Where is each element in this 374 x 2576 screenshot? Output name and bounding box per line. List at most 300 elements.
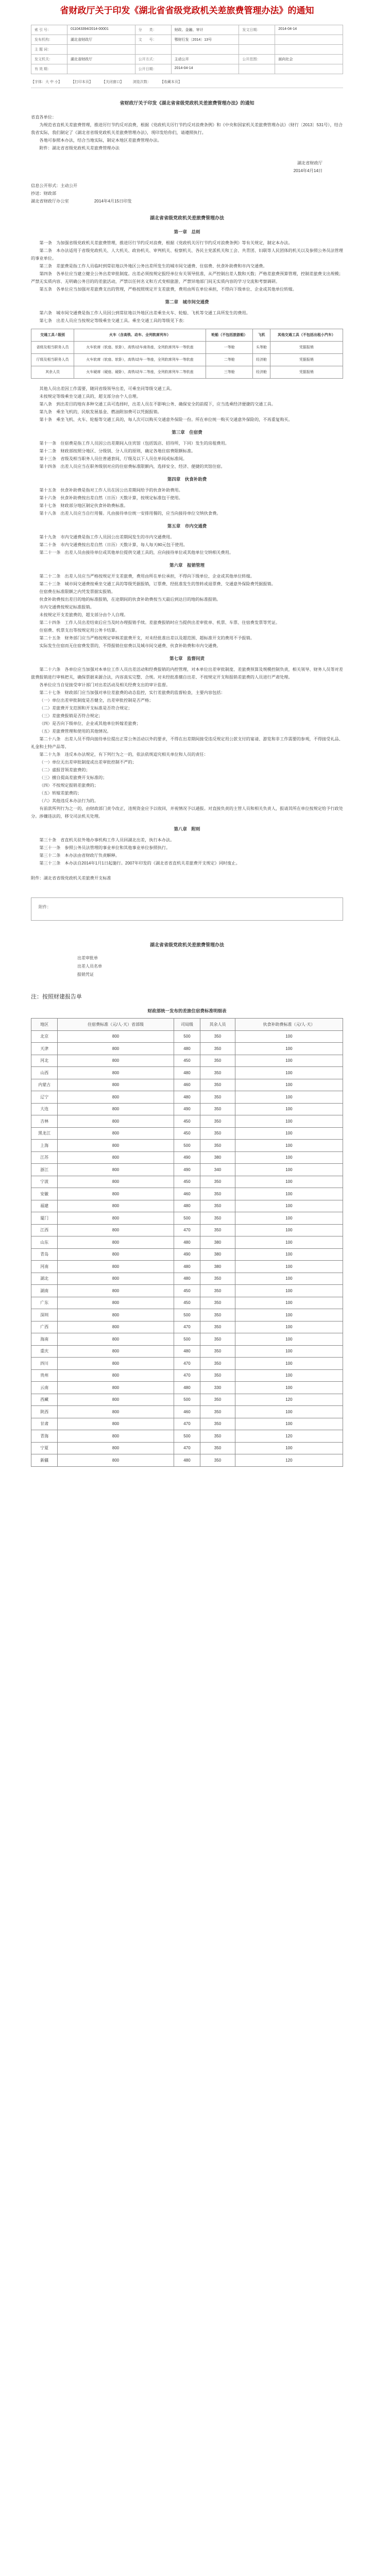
table-cell: 470 [174,1418,200,1430]
paragraph: 附件：湖北省省级党政机关差旅费管理办法 [39,146,120,150]
table-header: 轮船（不包括旅游船） [206,329,252,342]
paragraph: 各地可参照本办法，结合当地实际，制定本地区差旅费管理办法。 [39,138,162,143]
meta-label: 有 效 期： [31,64,67,74]
table-cell: 100 [235,1382,343,1394]
table-cell: 350 [200,1127,235,1140]
paragraph: 第二十条 市内交通费按出差自然（日历）天数计算，每人每天80元包干使用。 [39,543,188,547]
table-cell: 350 [200,1067,235,1079]
table-cell: 800 [58,1115,174,1128]
table-cell: 380 [200,1248,235,1261]
table-cell: 380 [200,1151,235,1164]
chapter-title: 第七章 监督问责 [169,656,205,661]
chapter-title: 第八章 附则 [174,826,200,832]
spacer [31,867,343,874]
attachment-box-label: 附件： [39,905,51,909]
table-cell: 100 [235,1309,343,1321]
table-cell: 100 [235,1103,343,1115]
table-cell: 800 [58,1418,174,1430]
table-row [31,342,343,354]
table-cell: 天津 [31,1043,58,1055]
meta-label: 分 类： [135,25,172,35]
cc-line: 信息公开形式：主动公开 [31,183,78,188]
table-row [31,1188,343,1200]
table-cell: 460 [174,1079,200,1091]
table-cell: 450 [174,1115,200,1128]
meta-row [31,35,343,45]
paragraph: 未按规定开支差旅费的，超支部分由个人自理。 [39,613,128,617]
table-cell: 450 [174,1297,200,1309]
table-cell: 460 [174,1406,200,1418]
table-row [31,1030,343,1043]
table-cell: 800 [58,1321,174,1333]
table-row [31,1418,343,1430]
table-cell: 800 [58,1103,174,1115]
table-row [31,1321,343,1333]
table-row [31,1382,343,1394]
meta-label: 索 引 号： [31,25,67,35]
chapter-title: 第四章 伙食补助费 [167,477,207,482]
table-cell: 380 [200,1236,235,1249]
table-cell: 800 [58,1188,174,1200]
table-cell: 800 [58,1164,174,1176]
table-cell: 480 [174,1091,200,1104]
table-cell: 100 [235,1200,343,1212]
table-cell: 福建 [31,1200,58,1212]
paragraph: 第十三条 省级及相当职务人员住普通套间，厅级及以下人员住单间或标准间。 [39,456,187,461]
measures-body [31,228,343,882]
table-row [31,1140,343,1152]
table-header: 交通工具 / 级别 [31,329,74,342]
table-cell: 470 [174,1442,200,1454]
paragraph: 第二十七条 财政部门应当加强对单位差旅费的动态监控，实行差旅费的监督检查，主要内容包括： [39,690,225,695]
table-cell: 100 [235,1321,343,1333]
attachment-item: 出差审批单 [77,956,98,960]
table-row [31,1200,343,1212]
meta-row [31,55,343,64]
table-cell: 470 [174,1358,200,1370]
table-cell: 大连 [31,1103,58,1115]
table-cell: 100 [235,1043,343,1055]
table-row [31,1067,343,1079]
table-cell: 500 [174,1394,200,1406]
meta-value [67,45,135,55]
table-cell: 100 [235,1406,343,1418]
paragraph: 第二十四条 工作人员出差结束后应当及时办理报销手续。差旅费报销时应当提供出差审批单、机票、车票、住宿费发票等凭证。 [39,620,280,625]
table-cell: 330 [200,1382,235,1394]
meta-value: 面向社会 [275,55,343,64]
chapter-title: 第三章 住宿费 [172,430,202,435]
table-cell: 800 [58,1079,174,1091]
measures-title: 湖北省省级党政机关差旅费管理办法 [149,215,224,221]
table-cell: 凭据报销 [270,354,343,366]
table-cell: 800 [58,1430,174,1443]
meta-label: 发文机关： [31,55,67,64]
table-cell: 800 [58,1333,174,1346]
table-cell: 490 [174,1248,200,1261]
table-cell: 河南 [31,1261,58,1273]
paragraph: 第十六条 伙食补助费按出差自然（日历）天数计算，按规定标准包干使用。 [39,496,183,500]
paragraph: 第二十六条 各单位应当加强对本单位工作人员出差活动和经费报销的内控管理，对本单位出差审批制度、差旅费预算及规模控制负责，相关领导、财务人员等对差旅费报销进行审核把关，确保票据来源合法，内容真实完整、合规。对未经批准擅自出差、不按规定开支和报销差旅费的人员进行严肃处理。 [31,667,343,680]
table-row [31,1406,343,1418]
chapter-title: 第二章 城市间交通费 [165,299,209,304]
table-cell: 贵州 [31,1369,58,1382]
table-row [31,1345,343,1358]
table-cell: 490 [174,1164,200,1176]
table-cell: 800 [58,1358,174,1370]
table-row [31,1333,343,1346]
standards-table [31,1018,343,1467]
paragraph: 第二十二条 出差人员应当严格按规定开支差旅费，费用由所在单位承担，不得向下级单位、企业或其他单位转嫁。 [39,574,254,579]
table-header: 地区 [31,1019,58,1031]
table-cell: 100 [235,1261,343,1273]
table-header: 其他交通工具（不包括出租小汽车） [270,329,343,342]
table-row [31,1091,343,1104]
table-cell: 350 [200,1369,235,1382]
table-cell: 江苏 [31,1151,58,1164]
table-cell: 350 [200,1309,235,1321]
page-title: 省财政厅关于印发《湖北省省级党政机关差旅费管理办法》的通知 [60,6,314,15]
table-cell: 450 [174,1055,200,1067]
attachment-box [31,897,343,921]
table-row [31,1055,343,1067]
table-cell: 350 [200,1430,235,1443]
transport-table [31,329,343,379]
table-row [31,1224,343,1236]
table-cell: 500 [174,1309,200,1321]
table-cell: 350 [200,1297,235,1309]
table-cell: 800 [58,1454,174,1467]
table-cell: 800 [58,1212,174,1225]
paragraph: 第三十条 省直机关驻外地办事机构工作人员回湖北出差，执行本办法。 [39,838,175,842]
table-cell: 480 [174,1345,200,1358]
table-cell: 100 [235,1369,343,1382]
meta-row [31,45,343,55]
table-cell: 100 [235,1418,343,1430]
paragraph: （一）单位出差审批制度是否健全，出差审批控制是否严格； [39,698,154,703]
table-cell: 480 [174,1261,200,1273]
paragraph: 第二十八条 出差人员不得向接待单位提出正常公务活动以外的要求，不得在出差期间接受违反规定用公款支付的宴请、游览和非工作需要的参观，不得接受礼品、礼金和土特产品等。 [31,737,343,749]
table-row [31,1079,343,1091]
table-cell: 100 [235,1115,343,1128]
meta-label: 发布机构： [31,35,67,45]
table-cell: 100 [235,1236,343,1249]
table-cell: 350 [200,1176,235,1188]
table-header: 飞机 [253,329,270,342]
table-cell: 480 [174,1382,200,1394]
table-cell: 800 [58,1236,174,1249]
meta-value: 鄂财行发〔2014〕13号 [172,35,240,45]
table-row [31,1261,343,1273]
table-cell: 350 [200,1188,235,1200]
paragraph: 住宿费、机票支出等按规定用公务卡结算。 [39,628,120,633]
table-row [31,1236,343,1249]
table-cell: 490 [174,1103,200,1115]
table-cell: 480 [174,1067,200,1079]
table-cell: 湖南 [31,1285,58,1297]
table-cell: 120 [235,1454,343,1467]
standards-table-title: 财政部统一发布的差旅住宿费标准明细表 [147,1008,227,1013]
table-cell: 青海 [31,1430,58,1443]
paragraph: 第十五条 伙食补助费是指对工作人员在因公出差期间给予的伙食补助费用。 [39,488,183,493]
table-row [31,1127,343,1140]
table-cell: 甘肃 [31,1418,58,1430]
table-cell: 100 [235,1248,343,1261]
table-row [31,1212,343,1225]
table-row [31,1369,343,1382]
toolbar [31,79,343,88]
table-cell: 480 [174,1236,200,1249]
table-cell: 470 [174,1369,200,1382]
paragraph: 第三十一条 参照公务员法管理的事业单位和其他事业单位参照执行。 [39,845,171,850]
meta-label [239,35,275,45]
table-cell: 350 [200,1091,235,1104]
table-cell: 350 [200,1454,235,1467]
table-header: 司局级 [174,1019,200,1031]
table-cell: 凭据报销 [270,342,343,354]
table-cell: 山东 [31,1236,58,1249]
sign-date: 2014年4月14日 [293,168,322,173]
paragraph: 为规范省直机关差旅费管理，推进厉行节约反对浪费，根据《党政机关厉行节约反对浪费条例》和《中央和国家机关差旅费管理办法》（财行〔2013〕531号），结合我省实际，我们制定了《湖北省省级党政机关差旅费管理办法》，现印发给你们，请遵照执行。 [31,123,343,135]
paragraph: 第九条 乘坐飞机的，民航发展基金、燃油附加费可以凭据报销。 [39,410,162,414]
paragraph: （五）转嫁差旅费的； [39,791,82,795]
meta-value [275,64,343,74]
table-cell: 深圳 [31,1309,58,1321]
table-cell: 350 [200,1333,235,1346]
table-cell: 800 [58,1127,174,1140]
table-cell: 350 [200,1345,235,1358]
paragraph: 第二十一条 出差人员由接待单位或其他单位提供交通工具的，应向接待单位或其他单位交纳相关费用。 [39,550,234,555]
table-cell: 470 [174,1321,200,1333]
table-cell: 河北 [31,1055,58,1067]
table-cell: 350 [200,1321,235,1333]
chapter-title: 第五章 市内交通费 [167,523,207,529]
table-cell: 重庆 [31,1345,58,1358]
table-cell: 火车软席（软座、软卧），高铁/动车一等座，全列软席列车一等软座 [74,354,206,366]
table-cell: 500 [174,1030,200,1043]
table-cell: 宁夏 [31,1442,58,1454]
chapter-title: 第一章 总则 [174,229,200,234]
paragraph: 第五条 各单位应当加强对差旅费支出的管理，严格按照规定开支差旅费，费用由所在单位承担，不得向下级单位、企业或其他单位转嫁。 [39,287,297,292]
table-cell: 380 [200,1261,235,1273]
table-cell: 100 [235,1030,343,1043]
table-cell: 100 [235,1345,343,1358]
table-cell: 黑龙江 [31,1127,58,1140]
meta-label [239,45,275,55]
paragraph: 各单位应当自觉接受审计部门对出差活动及相关经费支出的审计监督。 [39,683,171,687]
table-cell: 800 [58,1382,174,1394]
meta-value [67,64,135,74]
meta-label: 公开日期： [135,64,172,74]
table-row [31,366,343,379]
table-cell: 480 [174,1273,200,1285]
paragraph: 其他人员出差因工作需要，随同省级领导出差，可乘坐同等级交通工具。 [39,386,175,391]
table-cell: 江西 [31,1224,58,1236]
toolbar-link[interactable]: 【字体：大 中 小】 [31,80,62,84]
meta-label [239,64,275,74]
table-cell: 浙江 [31,1164,58,1176]
paragraph: 第二十三条 城市间交通费按乘坐交通工具的等级凭据报销，订票费、经批准发生的签转或退票费、交通意外保险费凭据报销。 [39,582,276,586]
table-cell: 800 [58,1406,174,1418]
attachment-item: 出差人员名单 [77,964,102,969]
paragraph: 第十条 乘坐飞机、火车、轮船等交通工具的，每人次可以购买交通意外保险一份。所在单位统一购买交通意外保险的，不再重复购买。 [39,417,293,422]
table-cell: 省级及相当职务人员 [31,342,74,354]
toolbar-link[interactable]: 浏览次数： [132,80,151,84]
paragraph: 第八条 到出差目的地有多种交通工具可选择时，出差人员在不影响公务、确保安全的前提下，应当选乘经济便捷的交通工具。 [39,402,276,406]
table-cell: 350 [200,1285,235,1297]
table-cell: 350 [200,1030,235,1043]
paragraph: 实际发生住宿而无住宿费发票的，不得报销住宿费以及城市间交通费、伙食补助费和市内交通费。 [39,643,221,648]
table-cell: 100 [235,1224,343,1236]
paragraph: 第十四条 出差人员应当在职务级别对应的住宿费标准限额内，选择安全、经济、便捷的宾馆住宿。 [39,464,225,469]
table-cell: 陕西 [31,1406,58,1418]
table-cell: 450 [174,1176,200,1188]
table-cell: 480 [174,1043,200,1055]
table-cell: 460 [174,1188,200,1200]
table-cell: 480 [174,1454,200,1467]
attachment2-heading: 注：按照财建报告单 [31,994,82,1000]
table-cell: 350 [200,1273,235,1285]
table-row [31,1297,343,1309]
paragraph: 第七条 出差人员应当按规定等级乘坐交通工具。乘坐交通工具的等级见下表： [39,318,187,323]
table-row [31,1430,343,1443]
meta-label: 发文日期： [239,25,275,35]
meta-label: 公开范围： [239,55,275,64]
attachment1-title: 湖北省省级党政机关差旅费管理办法 [149,942,224,947]
table-cell: 120 [235,1430,343,1443]
table-cell: 350 [200,1224,235,1236]
table-cell: 800 [58,1394,174,1406]
table-cell: 800 [58,1273,174,1285]
table-row [31,1151,343,1164]
cc-line: 湖北省财政厅办公室 2014年4月15日印发 [31,199,132,204]
table-cell: 上海 [31,1140,58,1152]
paragraph: 有前款所列行为之一的，由财政部门责令改正，违规资金应予以收回，并视情况予以通报。对直接负责的主管人员和相关负责人，报请其所在单位按规定给予行政处分。涉嫌违法的，移交司法机关处理。 [31,806,343,819]
table-cell: 新疆 [31,1454,58,1467]
table-cell: 一等舱 [206,342,252,354]
table-cell: 凭据报销 [270,366,343,379]
table-row [31,1164,343,1176]
table-cell: 吉林 [31,1115,58,1128]
paragraph: 第三条 差旅费是指工作人员临时到常驻地以外地区公务出差所发生的城市间交通费、住宿费、伙食补助费和市内交通费。 [39,264,267,268]
recipient: 省直各单位： [31,115,57,120]
paragraph: （二）虚报冒领差旅费的； [39,768,90,772]
toolbar-link[interactable]: 【关闭窗口】 [101,80,124,84]
table-cell: 100 [235,1333,343,1346]
table-cell: 340 [200,1164,235,1176]
table-cell: 100 [235,1358,343,1370]
table-cell: 350 [200,1200,235,1212]
table-cell: 350 [200,1406,235,1418]
table-cell: 100 [235,1273,343,1285]
table-cell: 海南 [31,1333,58,1346]
table-cell: 100 [235,1140,343,1152]
paragraph: （一）单位无出差审批制度或出差审批控制不严的； [39,760,137,765]
table-cell: 490 [174,1151,200,1164]
table-cell: 西藏 [31,1394,58,1406]
table-cell: 350 [200,1140,235,1152]
table-cell: 经济舱 [253,354,270,366]
table-cell: 800 [58,1297,174,1309]
table-row [31,1442,343,1454]
table-cell: 500 [174,1333,200,1346]
table-cell: 三等舱 [206,366,252,379]
table-cell: 800 [58,1067,174,1079]
table-cell: 内蒙古 [31,1079,58,1091]
paragraph: 第二十五条 财务部门应当严格按规定审核差旅费开支，对未经批准出差以及超范围、超标准开支的费用不予报销。 [39,636,254,640]
table-row [31,1103,343,1115]
paragraph: （五）差旅费管理和使用的其他情况。 [39,729,111,734]
paragraph: （四）是否向下级单位、企业或其他单位转嫁差旅费； [39,721,141,726]
table-row [31,1273,343,1285]
paragraph: （六）其他违反本办法行为的。 [39,799,99,803]
table-row [31,1285,343,1297]
meta-value [275,45,343,55]
table-cell: 100 [235,1188,343,1200]
table-row [31,1115,343,1128]
paragraph: 第三十三条 本办法自2014年1月1日起施行。2007年印发的《湖北省省直机关差旅费开支规定》同时废止。 [39,861,240,866]
table-cell: 湖北 [31,1273,58,1285]
paragraph: 第二十九条 违反本办法规定，有下列行为之一的，依法依规追究相关单位和人员的责任： [39,752,208,757]
toolbar-link[interactable]: 【收藏本页】 [160,80,182,84]
paragraph: （三）擅自提高差旅费开支标准的； [39,775,107,780]
table-row [31,1454,343,1467]
table-cell: 350 [200,1442,235,1454]
paragraph: 第十八条 出差人员应当自行用餐。凡由接待单位统一安排用餐的，应当向接待单位交纳伙食费。 [39,511,221,516]
table-cell: 头等舱 [253,342,270,354]
table-cell: 二等舱 [206,354,252,366]
signer: 湖北省财政厅 [297,161,322,165]
table-header: 其余人员 [200,1019,235,1031]
table-cell: 四川 [31,1358,58,1370]
table-row [31,1176,343,1188]
paragraph: 第四条 各单位应当建立健全公务出差审批制度。出差必须按规定报经单位有关领导批准，从严控制出差人数和天数；严格差旅费预算管理，控制差旅费支出规模；严禁无实质内容、无明确公务目的的差旅活动，严禁以任何名义和方式变相旅游，严禁异地部门间无实质内容的学习交流和考察调研。 [31,272,343,284]
meta-value: 011043394/2014-00001 [67,25,135,35]
table-header: 住宿费标准（元/人·天）省部级 [58,1019,174,1031]
table-cell: 800 [58,1369,174,1382]
table-cell: 350 [200,1394,235,1406]
paragraph: 第三十二条 本办法由省财政厅负责解释。 [39,853,120,858]
table-cell: 800 [58,1043,174,1055]
table-cell: 480 [174,1200,200,1212]
paragraph: 第十七条 财政部分地区制定伙食补助费标准。 [39,503,128,508]
table-cell: 100 [235,1442,343,1454]
table-row [31,1358,343,1370]
table-cell: 100 [235,1067,343,1079]
table-cell: 火车软席（软座、软卧），高铁/动车商务座，全列软席列车一等软座 [74,342,206,354]
meta-value [172,45,240,55]
toolbar-link[interactable]: 【打印本页】 [71,80,93,84]
table-row [31,354,343,366]
paragraph: 第一条 为加强省级党政机关差旅费管理，推进厉行节约反对浪费，根据《党政机关厉行节约反对浪费条例》等有关规定，制定本办法。 [39,241,293,245]
table-cell: 350 [200,1418,235,1430]
paragraph: 第六条 城市间交通费是指工作人员因公到常驻地以外地区出差乘坐火车、轮船、飞机等交通工具所发生的费用。 [39,311,250,315]
table-cell: 云南 [31,1382,58,1394]
table-cell: 350 [200,1079,235,1091]
table-cell: 100 [235,1151,343,1164]
table-cell: 800 [58,1309,174,1321]
attachment-item: 报销凭证 [77,972,94,977]
meta-table [31,25,343,74]
meta-value: 湖北省财政厅 [67,55,135,64]
table-cell: 火车硬席（硬座、硬卧），高铁/动车二等座，全列软席列车二等软座 [74,366,206,379]
meta-label: 文 号： [135,35,172,45]
table-header: 火车（含高铁、动车、全列软席列车） [74,329,206,342]
table-row [31,1043,343,1055]
notice-body [31,113,343,205]
table-cell: 800 [58,1140,174,1152]
paragraph: （二）差旅费开支范围和开支标准是否符合规定； [39,706,132,710]
paragraph: 第十二条 财政部按照分地区、分级别、分人员的原则，确定各地住宿费限额标准。 [39,449,196,453]
